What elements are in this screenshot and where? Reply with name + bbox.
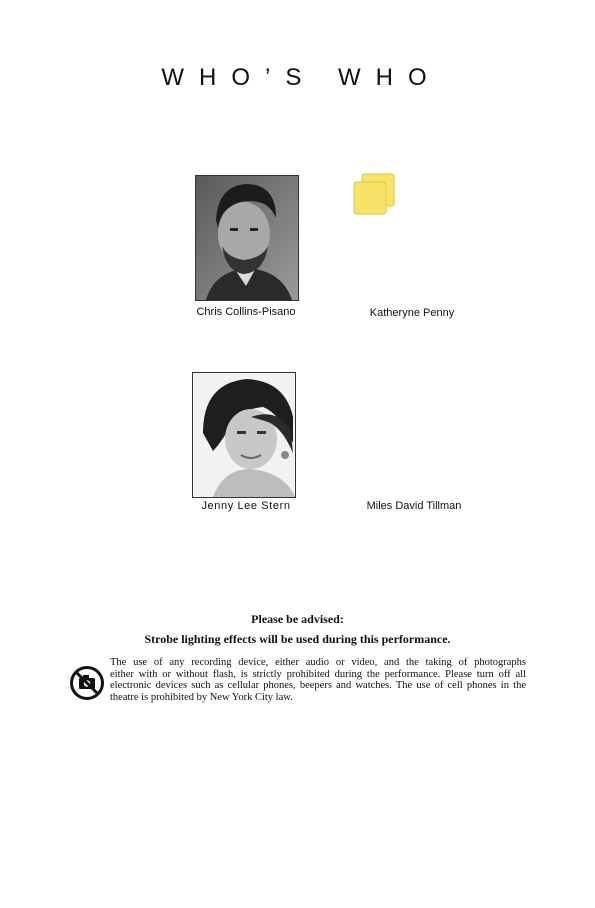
headshot-chris-collins-pisano [195, 175, 299, 301]
sticky-note-icon [352, 170, 398, 218]
notice-line: either with or without flash, is strictly prohibited during the performance. Please turn off all [110, 668, 526, 680]
cast-name-miles-david-tillman: Miles David Tillman [366, 500, 462, 512]
recording-policy-notice [110, 657, 526, 703]
strobe-warning: Strobe lighting effects will be used during this performance. [144, 632, 451, 646]
no-camera-icon [69, 665, 105, 701]
notice-line: electronic devices such as cellular phones, beepers and watches. The use of cell phones in the [110, 680, 526, 691]
notice-line: theatre is prohibited by New York City law. [110, 691, 293, 703]
notice-line: The use of any recording device, either audio or video, and the taking of photographs [110, 657, 526, 668]
headshot-jenny-lee-stern [192, 372, 296, 498]
cast-name-jenny-lee-stern: Jenny Lee Stern [201, 500, 291, 512]
advisory-heading: Please be advised: [251, 612, 344, 626]
page-title: WHO’S WHO [161, 64, 442, 91]
cast-name-katheryne-penny: Katheryne Penny [369, 307, 455, 319]
cast-name-chris-collins-pisano: Chris Collins-Pisano [196, 306, 296, 318]
